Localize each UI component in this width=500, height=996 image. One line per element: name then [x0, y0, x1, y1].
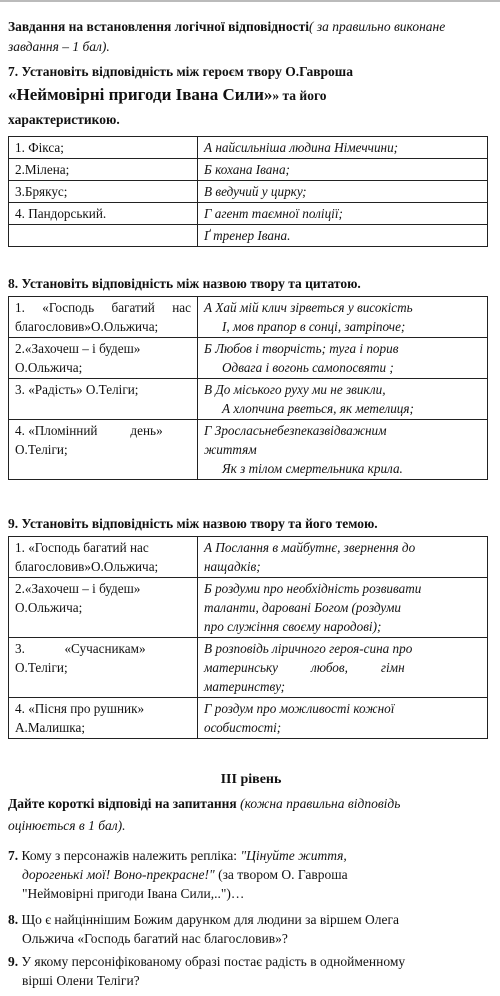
- task7-heading-title: [8, 85, 494, 106]
- question-9-number: 9.: [8, 954, 19, 969]
- task9-right-3-line1: В розповідь ліричного героя-сина про: [204, 641, 413, 656]
- question-8-text-end: Ольжича «Господь багатий нас благословив»?: [22, 931, 288, 946]
- task8-right-4-line3: Як з тілом смертельника крила.: [222, 461, 403, 476]
- level3-intro: [8, 794, 494, 814]
- task8-left-3: [9, 379, 198, 420]
- task9-right-1: [198, 537, 488, 578]
- task7-right-3: В ведучий у цирку;: [198, 181, 488, 203]
- task8-right-2-line1: Б Любов і творчість; туга і порив: [204, 341, 399, 356]
- task9-right-1-line1: А Послання в майбутнє, звернення до: [204, 540, 416, 555]
- question-9-text-end: вірші Олени Теліги?: [22, 973, 140, 988]
- task7-right-1: А найсильніша людина Німеччини;: [198, 137, 488, 159]
- task9-table: [8, 536, 488, 739]
- task9-left-1: [9, 537, 198, 578]
- task8-right-3-line2: А хлопчина рветься, як метелиця;: [222, 401, 414, 416]
- question-7-text: Кому з персонажів належить репліка:: [18, 848, 241, 863]
- level3-intro-note: (кожна правильна відповідь: [236, 796, 401, 811]
- task9-right-4-line2: особистості;: [204, 720, 282, 735]
- question-7-quote: "Цінуйте життя,: [240, 848, 347, 863]
- task7-left-1: 1. Фікса;: [9, 137, 198, 159]
- task9-right-2-line1: Б роздуми про необхідність розвивати: [204, 581, 422, 596]
- task8-left-1: [9, 297, 198, 338]
- task8-left-4-line2: О.Теліги;: [15, 442, 68, 457]
- task8-right-3-line1: В До міського руху ми не звикли,: [204, 382, 386, 397]
- level3-intro-note-end: оцінюється в 1 бал).: [8, 818, 126, 833]
- task8-left-4: [9, 420, 198, 480]
- table-row: [9, 203, 488, 225]
- table-row: [9, 181, 488, 203]
- table-row: [9, 537, 488, 578]
- task8-left-2-line2: О.Ольжича;: [15, 360, 83, 375]
- task9-left-3-line2: О.Теліги;: [15, 660, 68, 675]
- task9-left-2: [9, 578, 198, 638]
- task8-right-4-line2: життям: [204, 442, 257, 457]
- table-row: [9, 137, 488, 159]
- question-7-source: (за твором О. Гавроша: [214, 867, 348, 882]
- task9-right-3: [198, 638, 488, 698]
- task7-left-5: [9, 225, 198, 247]
- task-header-note: ( за правильно виконане завдання – 1 бал).: [8, 19, 446, 54]
- task9-left-3-line1: 3. «Сучасникам»: [15, 641, 146, 656]
- task7-right-5: Ґ тренер Івана.: [198, 225, 488, 247]
- task8-right-1-line1: А Хай мій клич зірветься у високість: [204, 300, 413, 315]
- table-row: [9, 159, 488, 181]
- task9-right-3-line2: материнську любов, гімн: [204, 660, 405, 675]
- table-row: [9, 225, 488, 247]
- task8-left-2: [9, 338, 198, 379]
- question-9: [8, 952, 492, 990]
- task-header-title: Завдання на встановлення логічної відповідності: [8, 19, 309, 34]
- task8-right-2-line2: Одвага і вогонь самопосвяти ;: [222, 360, 394, 375]
- level3-title: ІІІ рівень: [220, 772, 282, 787]
- task8-left-2-line1: 2.«Захочеш – і будеш»: [15, 341, 141, 356]
- task8-right-2: [198, 338, 488, 379]
- task8-table: [8, 296, 488, 480]
- table-row: [9, 698, 488, 739]
- task8-right-4: [198, 420, 488, 480]
- task7-left-2: 2.Мілена;: [9, 159, 198, 181]
- table-row: [9, 420, 488, 480]
- task7-right-2: Б кохана Івана;: [198, 159, 488, 181]
- question-9-text: У якому персоніфікованому образі постає радість в однойменному: [18, 954, 406, 969]
- question-7: [8, 846, 492, 903]
- table-row: [9, 638, 488, 698]
- task7-heading-tail: » та його: [272, 88, 327, 103]
- question-7-source-end: "Неймовірні пригоди Івана Сили,..")…: [22, 886, 245, 901]
- task8-left-1-line1: 1. «Господь багатий нас: [15, 300, 191, 315]
- task9-left-3: [9, 638, 198, 698]
- question-7-quote-end: дорогенькі мої! Воно-прекрасне!": [22, 867, 215, 882]
- table-row: [9, 338, 488, 379]
- task9-left-2-line2: О.Ольжича;: [15, 600, 83, 615]
- task9-left-4-line1: 4. «Пісня про рушник»: [15, 701, 145, 716]
- table-row: [9, 578, 488, 638]
- task8-heading: 8. Установіть відповідність між назвою твору та цитатою.: [8, 276, 361, 291]
- table-row: [9, 297, 488, 338]
- task9-right-2: [198, 578, 488, 638]
- task9-left-4: [9, 698, 198, 739]
- task9-right-1-line2: нащадків;: [204, 559, 261, 574]
- task8-right-4-line1: Г Зросласьнебезпеказвідважним: [204, 423, 387, 438]
- task9-right-2-line3: про служіння своєму народові);: [204, 619, 382, 634]
- question-8-number: 8.: [8, 912, 19, 927]
- task9-right-4-line1: Г роздум про можливості кожної: [204, 701, 395, 716]
- task9-right-3-line3: материнству;: [204, 679, 285, 694]
- task7-work-title: «Неймовірні пригоди Івана Сили»: [8, 85, 273, 104]
- task8-right-1-line2: І, мов прапор в сонці, затріпоче;: [222, 319, 406, 334]
- task7-left-4: 4. Пандорський.: [9, 203, 198, 225]
- table-row: [9, 379, 488, 420]
- task8-left-1-line2: благословив»О.Ольжича;: [15, 319, 159, 334]
- level3-intro-instruction: Дайте короткі відповіді на запитання: [8, 796, 237, 811]
- cropped-top-line: [0, 0, 500, 2]
- task7-left-3: 3.Брякус;: [9, 181, 198, 203]
- task9-right-4: [198, 698, 488, 739]
- task7-right-4: Г агент таємної поліції;: [198, 203, 488, 225]
- task9-heading: 9. Установіть відповідність між назвою твору та його темою.: [8, 516, 378, 531]
- task8-right-1: [198, 297, 488, 338]
- task7-heading: 7. Установіть відповідність між героєм твору О.Гавроша: [8, 64, 353, 79]
- question-8: [8, 910, 492, 948]
- task9-left-1-line1: 1. «Господь багатий нас: [15, 540, 149, 555]
- task8-left-3-line1: 3. «Радість» О.Теліги;: [15, 382, 139, 397]
- task-header: [8, 17, 494, 57]
- task7-heading-end: характеристикою.: [8, 112, 120, 127]
- task9-left-2-line1: 2.«Захочеш – і будеш»: [15, 581, 141, 596]
- task9-right-2-line2: таланти, даровані Богом (роздуми: [204, 600, 401, 615]
- question-8-text: Що є найціннішим Божим дарунком для людини за віршем Олега: [18, 912, 400, 927]
- task9-left-1-line2: благословив»О.Ольжича;: [15, 559, 159, 574]
- question-7-number: 7.: [8, 848, 19, 863]
- task7-table: [8, 136, 488, 247]
- task8-left-4-line1: 4. «Пломінний день»: [15, 423, 163, 438]
- task8-right-3: [198, 379, 488, 420]
- task9-left-4-line2: А.Малишка;: [15, 720, 86, 735]
